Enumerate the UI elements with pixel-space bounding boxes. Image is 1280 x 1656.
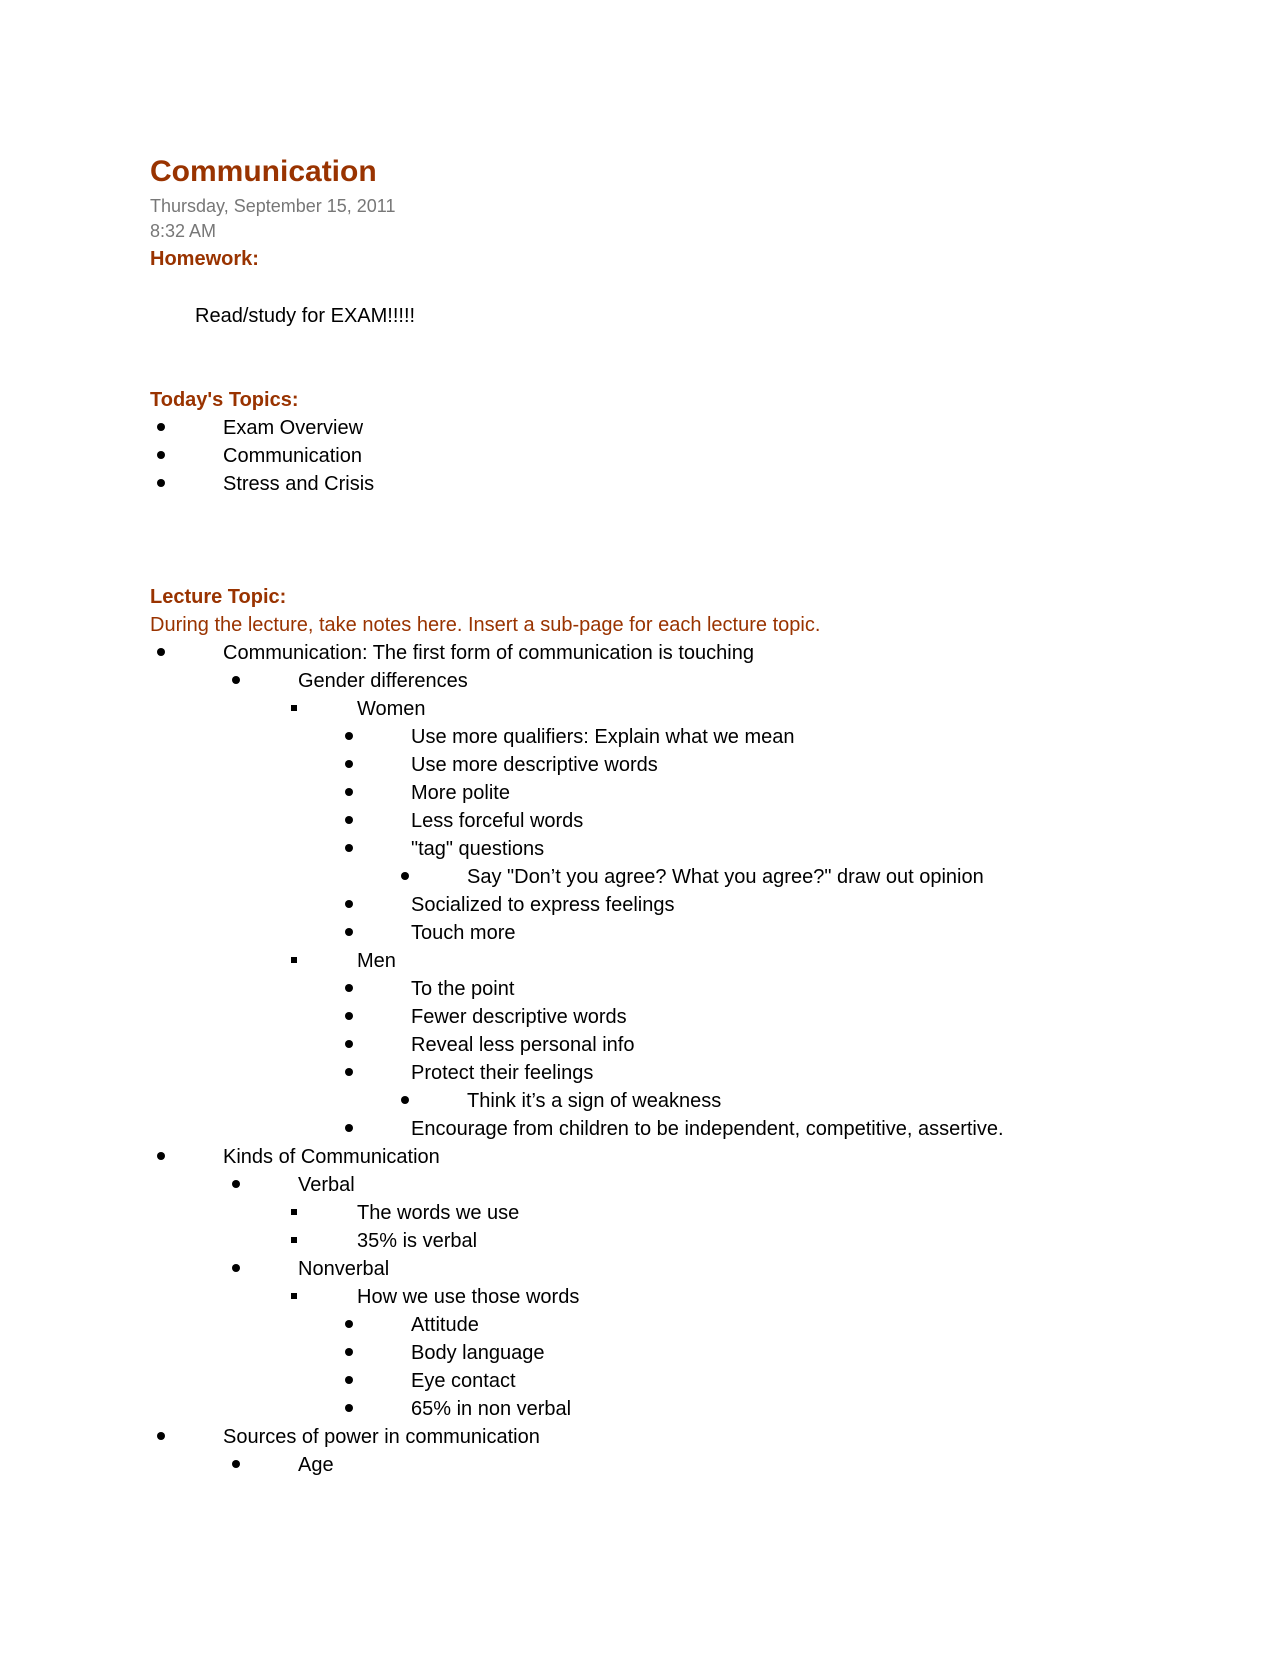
- outline-item-text: Gender differences: [298, 670, 468, 692]
- outline-item-text: Encourage from children to be independent, competitive, assertive.: [411, 1118, 1004, 1140]
- bullet-disc-icon: [157, 1143, 177, 1171]
- outline-item-text: Communication: The first form of communication is touching: [223, 642, 754, 664]
- bullet-disc-icon: [345, 891, 365, 919]
- outline-item-text: Say "Don’t you agree? What you agree?" draw out opinion: [467, 866, 984, 888]
- bullet-square-icon: [291, 695, 311, 723]
- topic-item-text: Stress and Crisis: [223, 473, 375, 495]
- outline-item-text: To the point: [411, 978, 515, 1000]
- outline-item-text: Women: [357, 698, 426, 720]
- bullet-disc-icon: [157, 1423, 177, 1451]
- bullet-disc-icon: [232, 667, 252, 695]
- outline-item-text: Use more qualifiers: Explain what we mean: [411, 726, 795, 748]
- topic-item-text: Communication: [223, 445, 362, 467]
- bullet-disc-icon: [345, 807, 365, 835]
- bullet-disc-icon: [157, 639, 177, 667]
- outline-item-text: "tag" questions: [411, 838, 545, 860]
- homework-heading: Homework:: [150, 248, 259, 270]
- bullet-disc-icon: [345, 1367, 365, 1395]
- lecture-instructions: During the lecture, take notes here. Insert a sub-page for each lecture topic.: [150, 614, 821, 636]
- bullet-disc-icon: [345, 1311, 365, 1339]
- outline-item-text: Use more descriptive words: [411, 754, 658, 776]
- bullet-disc-icon: [401, 1087, 421, 1115]
- outline-item-text: 65% in non verbal: [411, 1398, 572, 1420]
- bullet-square-icon: [291, 1283, 311, 1311]
- bullet-disc-icon: [345, 1031, 365, 1059]
- bullet-disc-icon: [345, 919, 365, 947]
- bullet-square-icon: [291, 1227, 311, 1255]
- bullet-square-icon: [291, 1199, 311, 1227]
- outline-item-text: Body language: [411, 1342, 545, 1364]
- outline-item-text: Less forceful words: [411, 810, 584, 832]
- bullet-disc-icon: [345, 1003, 365, 1031]
- bullet-disc-icon: [232, 1171, 252, 1199]
- topics-heading: Today's Topics:: [150, 389, 299, 411]
- outline-item-text: Reveal less personal info: [411, 1034, 635, 1056]
- bullet-disc-icon: [401, 863, 421, 891]
- outline-item-text: Fewer descriptive words: [411, 1006, 627, 1028]
- lecture-heading: Lecture Topic:: [150, 586, 287, 608]
- outline-item-text: Verbal: [298, 1174, 355, 1196]
- outline-item-text: Kinds of Communication: [223, 1146, 440, 1168]
- outline-item-text: Sources of power in communication: [223, 1426, 540, 1448]
- outline-item-text: Age: [298, 1454, 334, 1476]
- bullet-disc-icon: [345, 975, 365, 1003]
- bullet-square-icon: [291, 947, 311, 975]
- bullet-disc-icon: [345, 1339, 365, 1367]
- outline-item-text: More polite: [411, 782, 510, 804]
- bullet-disc-icon: [232, 1451, 252, 1479]
- bullet-disc-icon: [345, 1059, 365, 1087]
- outline-item-text: The words we use: [357, 1202, 520, 1224]
- outline-item-text: How we use those words: [357, 1286, 580, 1308]
- outline-item-text: Eye contact: [411, 1370, 516, 1392]
- bullet-disc-icon: [232, 1255, 252, 1283]
- outline-item-text: Men: [357, 950, 396, 972]
- outline-item-text: Nonverbal: [298, 1258, 390, 1280]
- outline-item-text: Think it’s a sign of weakness: [467, 1090, 722, 1112]
- outline-item-text: 35% is verbal: [357, 1230, 478, 1252]
- page-date: Thursday, September 15, 2011: [150, 196, 396, 216]
- page-time: 8:32 AM: [150, 221, 217, 241]
- outline-item-text: Touch more: [411, 922, 516, 944]
- bullet-disc-icon: [345, 723, 365, 751]
- outline-item-text: Protect their feelings: [411, 1062, 594, 1084]
- bullet-disc-icon: [345, 751, 365, 779]
- bullet-disc-icon: [345, 779, 365, 807]
- outline-item-text: Socialized to express feelings: [411, 894, 675, 916]
- topic-item-text: Exam Overview: [223, 417, 364, 439]
- bullet-disc-icon: [345, 1115, 365, 1143]
- page-title: Communication: [150, 155, 377, 188]
- bullet-disc-icon: [345, 835, 365, 863]
- bullet-disc-icon: [345, 1395, 365, 1423]
- homework-text: Read/study for EXAM!!!!!: [195, 305, 416, 327]
- outline-item-text: Attitude: [411, 1314, 479, 1336]
